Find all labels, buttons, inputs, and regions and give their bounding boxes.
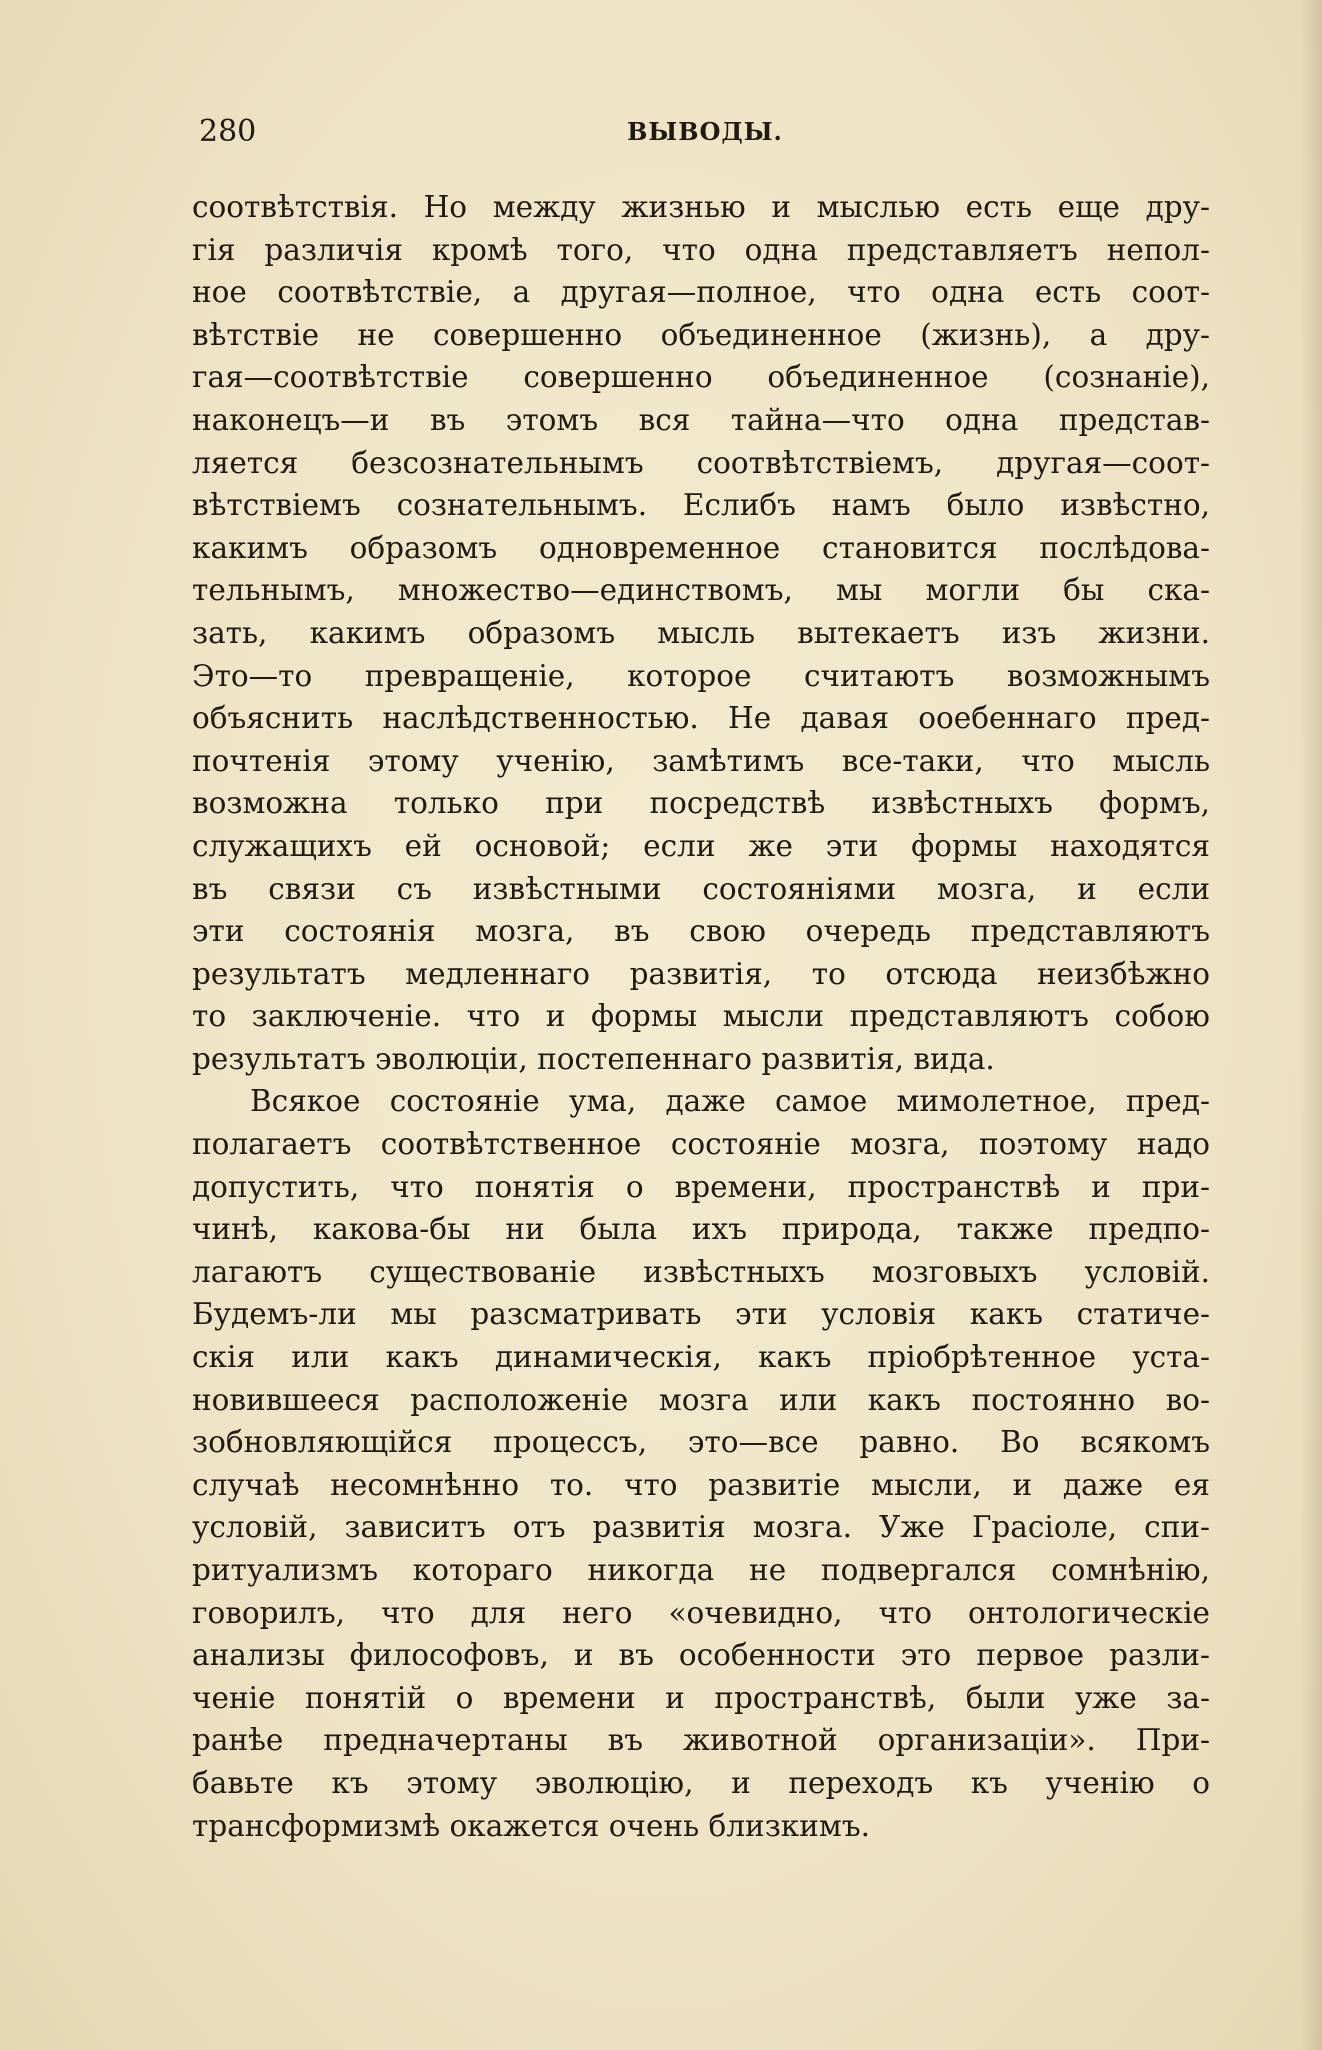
text-line: результатъ эволюціи, постепеннаго развитія, вида. — [192, 1041, 995, 1076]
page-header — [199, 108, 1211, 156]
text-line: полагаетъ соотвѣтственное состояніе мозга, поэтому надо — [192, 1127, 1210, 1162]
text-line: наконецъ—и въ этомъ вся тайна—что одна представ- — [192, 402, 1210, 437]
text-line: тельнымъ, множество—единствомъ, мы могли бы ска- — [192, 573, 1210, 608]
text-line: зать, какимъ образомъ мысль вытекаетъ изъ жизни. — [192, 615, 1210, 650]
text-line: гія различія кромѣ того, что одна представляетъ непол- — [192, 232, 1210, 267]
text-line: въ связи съ извѣстными состояніями мозга, и если — [192, 871, 1210, 906]
page-number: 280 — [199, 114, 257, 149]
text-line: новившееся расположеніе мозга или какъ постоянно во- — [192, 1382, 1210, 1417]
text-line: объяснить наслѣдственностью. Не давая ооебеннаго пред- — [192, 701, 1210, 736]
text-line: возможна только при посредствѣ извѣстныхъ формъ, — [192, 786, 1210, 821]
text-line: условій, зависитъ отъ развитія мозга. Уже Грасіоле, спи- — [192, 1510, 1210, 1545]
text-line: говорилъ, что для него «очевидно, что онтологическіе — [192, 1595, 1210, 1630]
text-line: трансформизмѣ окажется очень близкимъ. — [192, 1808, 870, 1843]
text-line: Всякое состояніе ума, даже самое мимолетное, пред- — [250, 1084, 1210, 1119]
text-line: случаѣ несомнѣнно то. что развитіе мысли, и даже ея — [192, 1467, 1210, 1502]
text-line: гая—соотвѣтствіе совершенно объединенное (сознаніе), — [192, 360, 1210, 395]
paragraph — [192, 1080, 1210, 1847]
text-line: Это—то превращеніе, которое считаютъ возможнымъ — [192, 658, 1210, 693]
text-line: Будемъ-ли мы разсматривать эти условія какъ статиче- — [192, 1297, 1210, 1332]
text-line: скія или какъ динамическія, какъ пріобрѣтенное уста- — [192, 1340, 1210, 1375]
body-text — [192, 186, 1210, 1847]
text-line: ченіе понятій о времени и пространствѣ, были уже за- — [192, 1680, 1210, 1715]
text-line: бавьте къ этому эволюцію, и переходъ къ ученію о — [192, 1765, 1210, 1800]
text-line: то заключеніе. что и формы мысли представляютъ собою — [192, 999, 1210, 1034]
running-title: ВЫВОДЫ. — [627, 117, 783, 146]
text-line: ранѣе предначертаны въ животной организаціи». При- — [192, 1723, 1210, 1758]
page-edge-shadow — [1300, 0, 1322, 2050]
text-line: эти состоянія мозга, въ свою очередь представляютъ — [192, 914, 1210, 949]
text-line: ное соотвѣтствіе, а другая—полное, что одна есть соот- — [192, 275, 1210, 310]
text-line: вѣтствіемъ сознательнымъ. Еслибъ намъ было извѣстно, — [192, 488, 1210, 523]
text-line: ритуализмъ котораго никогда не подвергался сомнѣнію, — [192, 1553, 1210, 1587]
text-line: лагаютъ существованіе извѣстныхъ мозговыхъ условій. — [192, 1254, 1210, 1289]
text-line: вѣтствіе не совершенно объединенное (жизнь), а дру- — [192, 317, 1210, 352]
text-line: результатъ медленнаго развитія, то отсюда неизбѣжно — [192, 956, 1210, 991]
text-line: допустить, что понятія о времени, пространствѣ и при- — [192, 1169, 1210, 1204]
text-line: ляется безсознательнымъ соотвѣтствіемъ, другая—соот- — [192, 445, 1210, 480]
paragraph — [192, 186, 1210, 1080]
text-line: почтенія этому ученію, замѣтимъ все-таки, что мысль — [192, 743, 1210, 778]
text-line: служащихъ ей основой; если же эти формы находятся — [192, 828, 1210, 863]
text-line: соотвѣтствія. Но между жизнью и мыслью есть еще дру- — [192, 190, 1210, 224]
text-line: чинѣ, какова-бы ни была ихъ природа, также предпо- — [192, 1212, 1210, 1247]
text-line: зобновляющійся процессъ, это—все равно. Во всякомъ — [192, 1425, 1210, 1460]
text-line: анализы философовъ, и въ особенности это первое разли- — [192, 1638, 1210, 1673]
text-line: какимъ образомъ одновременное становится послѣдова- — [192, 530, 1210, 565]
